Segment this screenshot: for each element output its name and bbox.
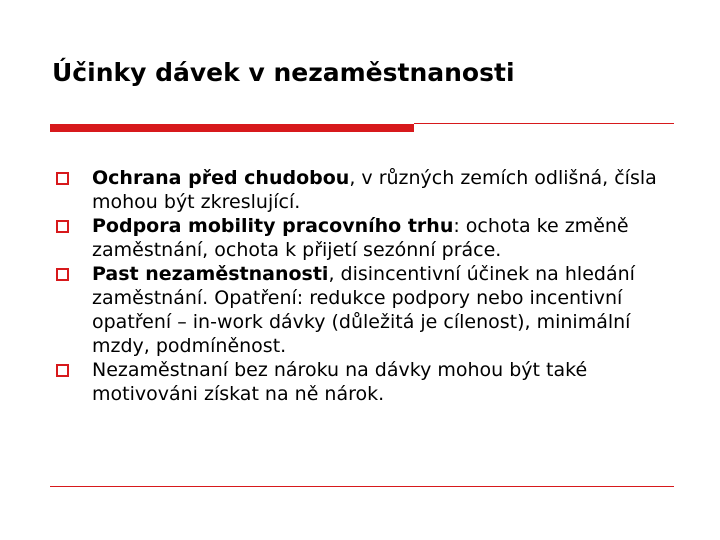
title-underline-thin xyxy=(414,123,674,124)
hollow-square-bullet-icon xyxy=(56,172,69,185)
bullet-bold-text: Podpora mobility pracovního trhu xyxy=(92,215,454,237)
bullet-item-unemployment-trap xyxy=(56,262,686,358)
bullet-text: , v různých zemích odlišná, čísla mohou být zkreslující. xyxy=(92,167,657,213)
slide-title: Účinky dávek v nezaměstnanosti xyxy=(52,58,515,87)
bullet-item-labour-mobility xyxy=(56,214,686,262)
title-underline-thick xyxy=(50,124,414,132)
bullet-item-poverty-protection xyxy=(56,166,686,214)
bullet-list xyxy=(56,166,686,406)
bullet-bold-text: Ochrana před chudobou xyxy=(92,167,350,189)
bullet-text: : ochota ke změně zaměstnání, ochota k přijetí sezónní práce. xyxy=(92,215,629,261)
bullet-text: , disincentivní účinek na hledání zaměstnání. Opatření: redukce podpory nebo incentivní opatření – in-work dávky (důležitá je cílenost), minimální mzdy, podmíněnost. xyxy=(92,263,635,357)
bullet-text: Nezaměstnaní bez nároku na dávky mohou být také motivováni získat na ně nárok. xyxy=(92,359,588,405)
hollow-square-bullet-icon xyxy=(56,364,69,377)
hollow-square-bullet-icon xyxy=(56,220,69,233)
hollow-square-bullet-icon xyxy=(56,268,69,281)
bullet-item-unentitled-unemployed xyxy=(56,358,686,406)
bullet-bold-text: Past nezaměstnanosti xyxy=(92,263,329,285)
footer-divider xyxy=(50,486,674,487)
